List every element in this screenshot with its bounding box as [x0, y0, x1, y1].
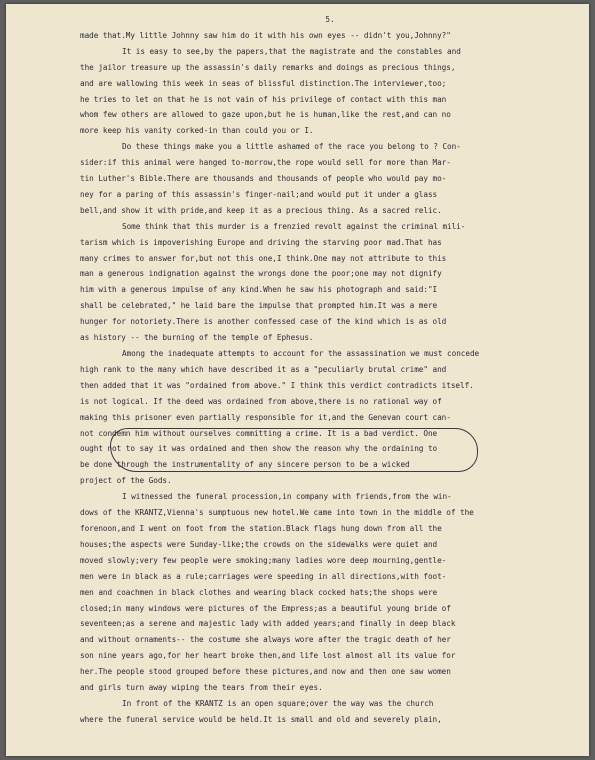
paragraph [80, 139, 580, 219]
text-line: hunger for notoriety.There is another confessed case of the kind which is as old [80, 317, 447, 327]
text-line: be done through the instrumentality of any sincere person to be a wicked [80, 460, 410, 470]
text-line: I witnessed the funeral procession,in company with friends,from the win- [122, 492, 452, 502]
typescript-page [6, 4, 589, 756]
text-line: moved slowly;very few people were smoking;many ladies wore deep mourning,gentle- [80, 555, 447, 565]
text-line: closed;in many windows were pictures of the Empress;as a beautiful young bride of [80, 603, 451, 613]
text-line: the jailor treasure up the assassin's daily remarks and doings as precious things, [80, 62, 456, 72]
text-line: ought not to say it was ordained and then show the reason why the ordaining to [80, 444, 438, 454]
page-number: 5. [325, 15, 335, 24]
text-line: making this prisoner even partially responsible for it,and the Genevan court can- [80, 412, 451, 422]
text-line: her.The people stood grouped before these pictures,and now and then one saw women [80, 667, 451, 677]
paragraph [80, 219, 580, 346]
text-line: is not logical. If the deed was ordained from above,there is no rational way of [80, 396, 442, 406]
text-line: many crimes to answer for,but not this one,I think.One may not attribute to this [80, 253, 447, 263]
text-line: bell,and show it with pride,and keep it as a precious thing. As a sacred relic. [80, 205, 442, 215]
text-line: and girls turn away wiping the tears from their eyes. [80, 683, 323, 693]
text-line: houses;the aspects were Sunday-like;the crowds on the sidewalks were quiet and [80, 539, 438, 549]
text-line: ney for a paring of this assassin's finger-nail;and would put it under a glass [80, 189, 438, 199]
text-line: men and coachmen in black clothes and wearing black cocked hats;the shops were [80, 587, 438, 597]
text-line: sider:if this animal were hanged to-morrow,the rope would sell for more than Mar- [80, 158, 451, 168]
text-line: where the funeral service would be held.It is small and old and severely plain, [80, 714, 442, 724]
text-line: It is easy to see,by the papers,that the magistrate and the constables and [122, 46, 461, 56]
text-line: Among the inadequate attempts to account for the assassination we must concede [122, 349, 480, 359]
paragraph [80, 44, 580, 139]
text-line: Do these things make you a little ashamed of the race you belong to ? Con- [122, 142, 461, 152]
paragraph [80, 489, 580, 696]
text-line: Some think that this murder is a frenzied revolt against the criminal mili- [122, 221, 466, 231]
text-line: forenoon,and I went on foot from the station.Black flags hung down from all the [80, 523, 442, 533]
text-line: project of the Gods. [80, 476, 172, 486]
text-line: tin Luther's Bible.There are thousands and thousands of people who would pay mo- [80, 174, 447, 184]
text-line: men were in black as a rule;carriages were speeding in all directions,with foot- [80, 571, 447, 581]
text-line: son nine years ago,for her heart broke then,and life lost almost all its value for [80, 651, 456, 661]
text-line: seventeen;as a serene and majestic lady with added years;and finally in deep black [80, 619, 456, 629]
typed-text-body [80, 12, 580, 728]
text-line: as history -- the burning of the temple of Ephesus. [80, 333, 314, 343]
text-line: and without ornaments-- the costume she always wore after the tragic death of her [80, 635, 451, 645]
text-line: then added that it was "ordained from above." I think this verdict contradicts itself. [80, 380, 474, 390]
text-line: whom few others are allowed to gaze upon,but he is human,like the rest,and can no [80, 110, 451, 120]
text-line: In front of the KRANTZ is an open square;over the way was the church [122, 698, 434, 708]
text-line: man a generous indignation against the wrongs done the poor;one may not dignify [80, 269, 442, 279]
text-line: he tries to let on that he is not vain of his privilege of contact with this man [80, 94, 447, 104]
text-line: not condemn him without ourselves committing a crime. It is a bad verdict. One [80, 428, 438, 438]
text-line: high rank to the many which have described it as a "peculiarly brutal crime" and [80, 364, 447, 374]
text-line: more keep his vanity corked-in than could you or I. [80, 126, 314, 136]
paragraph [80, 346, 580, 489]
text-line: shall be celebrated," he laid bare the impulse that prompted him.It was a mere [80, 301, 438, 311]
text-line: dows of the KRANTZ,Vienna's sumptuous new hotel.We came into town in the middle of the [80, 508, 474, 518]
text-line: and are wallowing this week in seas of blissful distinction.The interviewer,too; [80, 78, 447, 88]
text-line: him with a generous impulse of any kind.When he saw his photograph and said:"I [80, 285, 438, 295]
paragraph [80, 696, 580, 728]
text-line: tarism which is impoverishing Europe and driving the starving poor mad.That has [80, 237, 442, 247]
text-line: made that.My little Johnny saw him do it with his own eyes -- didn't you,Johnny?" [80, 30, 451, 40]
paragraph-container [80, 28, 580, 728]
paragraph [80, 28, 580, 44]
